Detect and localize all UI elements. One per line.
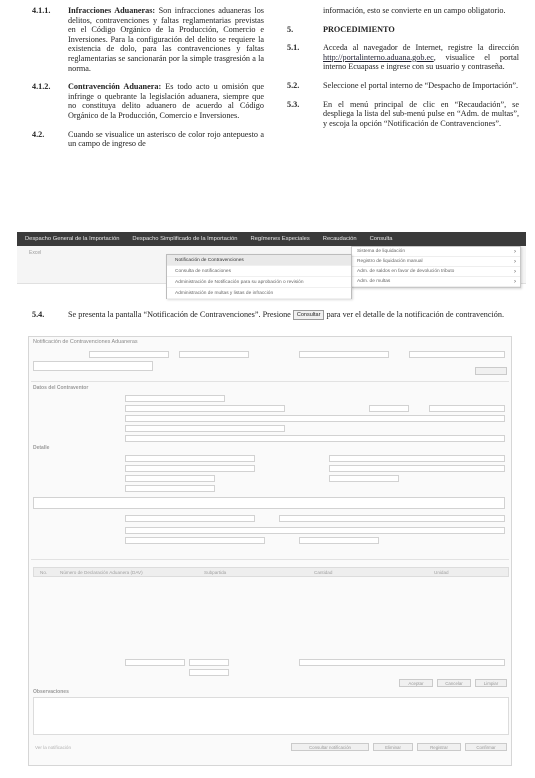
step-text: Acceda al navegador de Internet, registre la dirección: [323, 43, 519, 53]
form-field[interactable]: [125, 425, 285, 432]
eliminar-button[interactable]: Eliminar: [373, 743, 413, 751]
menu-item-recaudacion[interactable]: Recaudación: [322, 236, 357, 242]
form-field[interactable]: [279, 515, 505, 522]
paragraph-term: Contravención Aduanera:: [68, 82, 162, 92]
ver-notificacion-link[interactable]: Ver la notificación: [35, 745, 72, 750]
form-field[interactable]: [125, 405, 285, 412]
form-field[interactable]: [299, 351, 389, 358]
consultar-notificacion-button[interactable]: Consultar notificación: [291, 743, 369, 751]
menu-item-consulta[interactable]: Consulta: [369, 236, 393, 242]
paragraph-term: Infracciones Aduaneras:: [68, 6, 156, 15]
table-header: Cantidad: [314, 570, 333, 575]
registrar-button[interactable]: Registrar: [417, 743, 461, 751]
consultar-button[interactable]: Consultar: [293, 310, 325, 320]
left-column: [32, 6, 264, 158]
step-5-4: [32, 310, 522, 320]
observaciones-textarea[interactable]: [33, 697, 509, 735]
form-field[interactable]: [125, 395, 225, 402]
aceptar-button[interactable]: Aceptar: [399, 679, 433, 687]
dropdown-item[interactable]: Sistema de liquidación ›: [352, 247, 520, 257]
form-field[interactable]: [125, 465, 255, 472]
section-heading: [287, 25, 519, 35]
section-title: PROCEDIMIENTO: [323, 24, 395, 34]
form-field[interactable]: [125, 537, 265, 544]
paragraph-continuation: [287, 6, 519, 16]
form-field[interactable]: [299, 659, 505, 666]
form-field[interactable]: [125, 415, 505, 422]
table-header: No.: [40, 570, 48, 575]
step-text: Se presenta la pantalla “Notificación de Contravenciones”. Presione: [68, 310, 293, 319]
section-detalle: Detalle: [33, 445, 50, 451]
step-number: 5.4.: [32, 310, 45, 319]
form-field[interactable]: [125, 435, 505, 442]
cancelar-button[interactable]: Cancelar: [437, 679, 471, 687]
divider: [31, 559, 509, 560]
submenu-item[interactable]: Administración de Notificación para su aprobación o revisión: [167, 277, 351, 288]
dropdown-item-adm-multas[interactable]: Adm. de multas ›: [352, 277, 520, 287]
form-field[interactable]: [189, 669, 229, 676]
dropdown-item[interactable]: Adm. de saldos en favor de devolución tributo ›: [352, 267, 520, 277]
detail-table-header: [33, 567, 509, 577]
step-number: 5.2.: [287, 80, 300, 90]
form-field[interactable]: [125, 515, 255, 522]
section-contraventor: Datos del Contraventor: [33, 385, 89, 391]
form-field[interactable]: [329, 455, 505, 462]
form-field[interactable]: [125, 659, 185, 666]
breadcrumb: Excel: [29, 250, 42, 256]
paragraph-4-2: [32, 130, 264, 149]
form-field[interactable]: [409, 351, 505, 358]
form-field[interactable]: [125, 455, 255, 462]
paragraph-4-1-2: [32, 82, 264, 120]
section-number: 5.: [287, 24, 294, 34]
right-column: [287, 6, 519, 137]
submenu-item-notificacion[interactable]: Notificación de Contravenciones: [167, 255, 351, 266]
form-field[interactable]: [329, 465, 505, 472]
paragraph-number: 4.1.1.: [32, 6, 51, 15]
table-header: Subpartida: [204, 570, 227, 575]
form-field[interactable]: [89, 351, 169, 358]
step-number: 5.1.: [287, 43, 300, 53]
step-number: 5.3.: [287, 99, 300, 109]
section-observaciones: Observaciones: [33, 689, 69, 695]
app-menu-bar: [17, 232, 526, 246]
confirmar-button[interactable]: Confirmar: [465, 743, 507, 751]
form-title: Notificación de Contravenciones Aduaneras: [33, 339, 138, 345]
table-header: Número de Declaración Aduanera (DAV): [60, 570, 143, 575]
paragraph-text: Son infracciones aduaneras los delitos, contravenciones y faltas reglamentarias previstas en el Código Orgánico de la Producción, Comercio e Inversiones. Para la configuración del delito se requiere la existencia de dolo, para las contravenciones y faltas reglamentarias se sancionarán por la simple trasgresión a la norma.: [68, 6, 264, 73]
paragraph-text: Cuando se visualice un asterisco de color rojo antepuesto a un campo de ingreso de: [68, 129, 264, 149]
form-field[interactable]: [429, 405, 505, 412]
form-field[interactable]: [189, 659, 229, 666]
submenu-item[interactable]: Administración de multas y listas de infracción: [167, 288, 351, 299]
form-field[interactable]: [369, 405, 409, 412]
step-text: para ver el detalle de la notificación de contravención.: [324, 310, 504, 319]
step-5-1: [287, 43, 519, 72]
form-field[interactable]: [179, 351, 249, 358]
paragraph-number: 4.1.2.: [32, 82, 51, 92]
form-field[interactable]: [125, 485, 215, 492]
form-field[interactable]: [33, 361, 153, 371]
portal-link[interactable]: http://portalinterno.aduana.gob.ec: [323, 52, 434, 62]
paragraph-text: Es todo acto u omisión que infringe o quebrante la legislación aduanera, siempre que no constituya delito aduanero de acuerdo al Código Orgánico de la Producción, Comercio e Inversiones.: [68, 82, 265, 120]
dropdown-item[interactable]: Registro de liquidación manual ›: [352, 257, 520, 267]
paragraph-text: información, esto se convierte en un campo obligatorio.: [323, 6, 506, 15]
divider: [31, 381, 509, 382]
step-text: En el menú principal de clic en “Recaudación”, se despliega la lista del sub-menú pulse en “Adm. de multas”, y escoja la opción “Notificación de Contravenciones”.: [323, 99, 519, 128]
form-field[interactable]: [125, 475, 215, 482]
paragraph-4-1-1: [32, 6, 264, 73]
menu-item-regimenes-especiales[interactable]: Regímenes Especiales: [250, 236, 310, 242]
step-text: Seleccione el portal interno de “Despacho de Importación”.: [323, 80, 519, 90]
adm-multas-submenu: [166, 254, 352, 299]
form-field[interactable]: [329, 475, 399, 482]
submenu-item[interactable]: Consulta de notificaciones: [167, 266, 351, 277]
form-screenshot: [28, 336, 512, 766]
recaudacion-dropdown: [351, 246, 521, 288]
paragraph-number: 4.2.: [32, 129, 45, 139]
step-5-2: [287, 81, 519, 91]
form-field[interactable]: [125, 527, 505, 534]
table-header: Unidad: [434, 570, 449, 575]
form-field[interactable]: [299, 537, 379, 544]
menu-item-despacho-general[interactable]: Despacho General de la Importación: [25, 236, 120, 242]
form-field[interactable]: [33, 497, 505, 509]
step-text: , visualice el portal interno Ecuapass e ingrese con su usuario y contraseña.: [323, 52, 519, 72]
search-button[interactable]: [475, 367, 507, 375]
step-5-3: [287, 100, 519, 129]
menu-item-despacho-simplificado[interactable]: Despacho Simplificado de la Importación: [132, 236, 238, 242]
limpiar-button[interactable]: Limpiar: [475, 679, 507, 687]
